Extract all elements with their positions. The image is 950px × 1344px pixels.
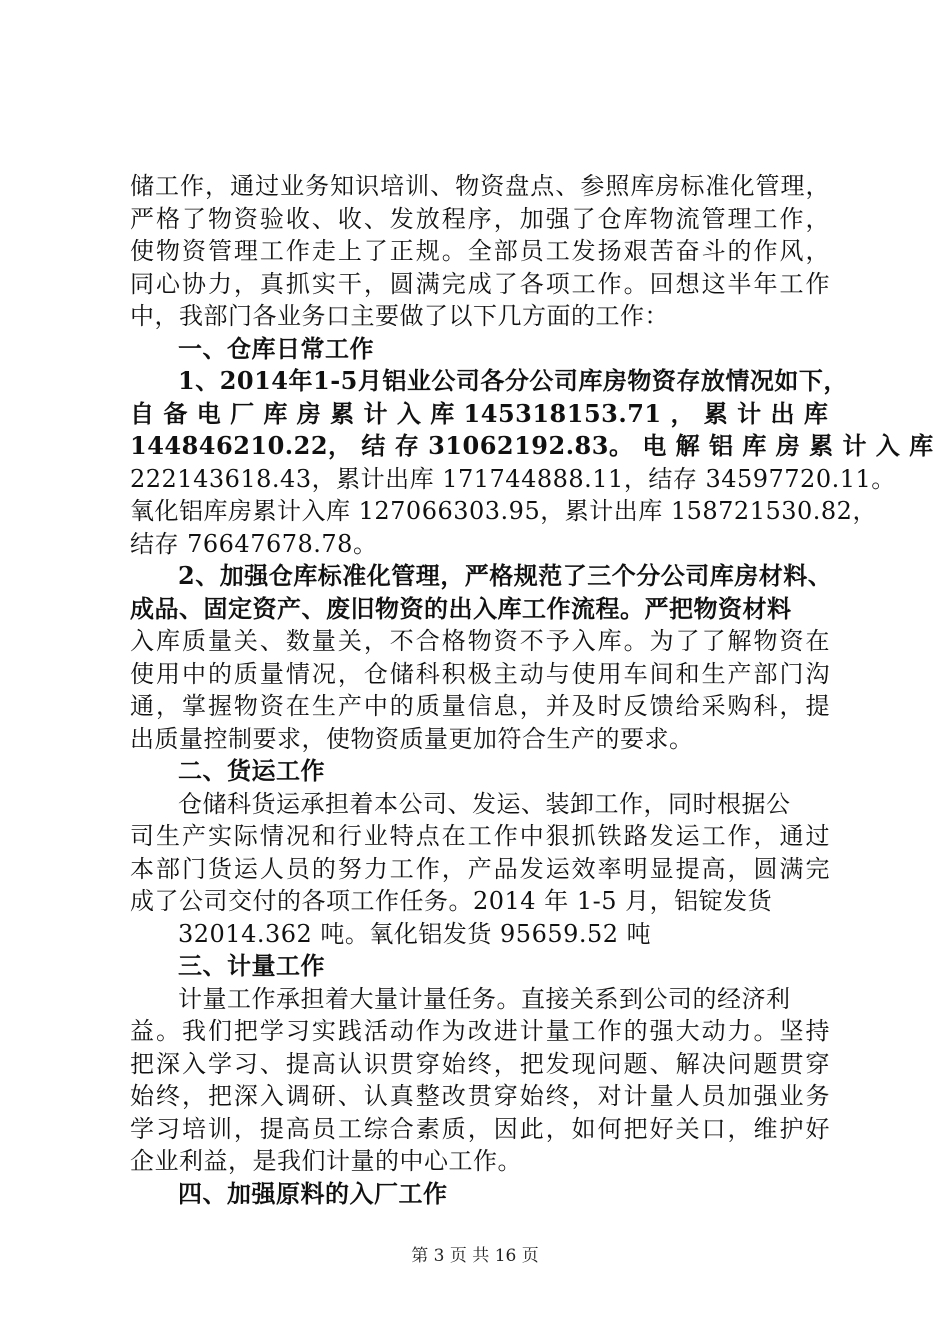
body-text-line: 通，掌握物资在生产中的质量信息，并及时反馈给采购科，提 — [130, 692, 830, 720]
body-text-line: 出质量控制要求，使物资质量更加符合生产的要求。 — [130, 724, 694, 753]
section-heading: 三、计量工作 — [178, 951, 325, 980]
section-heading: 一、仓库日常工作 — [178, 333, 374, 363]
body-text-line: 使用中的质量情况，仓储科积极主动与使用车间和生产部门沟 — [130, 659, 830, 688]
body-text-line: 司生产实际情况和行业特点在工作中狠抓铁路发运工作，通过 — [130, 822, 830, 850]
body-text-line: 本部门货运人员的努力工作，产品发运效率明显提高，圆满完 — [130, 854, 830, 883]
body-text-line: 144846210.22， 结 存 31062192.83。 电 解 铝 库 房 累 计 入 库 — [130, 431, 934, 460]
page-footer: 第 3 页 共 16 页 — [411, 1246, 539, 1266]
body-text-line: 中，我部门各业务口主要做了以下几方面的工作： — [130, 302, 669, 330]
body-text-line: 益。我们把学习实践活动作为改进计量工作的强大动力。坚持 — [130, 1017, 830, 1045]
body-text-line: 氧化铝库房累计入库 127066303.95，累计出库 158721530.82， — [130, 497, 877, 525]
body-text-line: 自 备 电 厂 库 房 累 计 入 库 145318153.71 ， 累 计 出 库 — [130, 398, 829, 428]
body-text-line: 企业利益，是我们计量的中心工作。 — [130, 1147, 522, 1175]
body-text-line: 1、2014年1-5月铝业公司各分公司库房物资存放情况如下， — [178, 366, 848, 395]
body-text-line: 仓储科货运承担着本公司、发运、装卸工作，同时根据公 — [178, 789, 791, 818]
body-text-line: 成品、固定资产、废旧物资的出入库工作流程。严把物资材料 — [130, 593, 792, 623]
body-text-line: 2、加强仓库标准化管理，严格规范了三个分公司库房材料、 — [178, 561, 833, 590]
body-text-line: 入库质量关、数量关，不合格物资不予入库。为了了解物资在 — [130, 627, 830, 655]
section-heading: 二、货运工作 — [178, 756, 325, 785]
body-text-line: 把深入学习、提高认识贯穿始终，把发现问题、解决问题贯穿 — [130, 1049, 830, 1078]
body-text-line: 222143618.43，累计出库 171744888.11，结存 34597720.11。 — [130, 464, 896, 493]
body-text-line: 同心协力，真抓实干，圆满完成了各项工作。回想这半年工作 — [130, 269, 830, 298]
document-body — [130, 170, 934, 1210]
body-text-line: 始终，把深入调研、认真整改贯穿始终，对计量人员加强业务 — [130, 1082, 830, 1110]
body-text-line: 使物资管理工作走上了正规。全部员工发扬艰苦奋斗的作风， — [130, 237, 830, 265]
body-text-line: 成了公司交付的各项工作任务。2014 年 1-5 月，铝锭发货 — [130, 887, 773, 915]
body-text-line: 储工作，通过业务知识培训、物资盘点、参照库房标准化管理， — [130, 172, 830, 200]
body-text-line: 结存 76647678.78。 — [130, 529, 378, 558]
body-text-line: 严格了物资验收、收、发放程序，加强了仓库物流管理工作， — [130, 204, 830, 233]
body-text-line: 32014.362 吨。氧化铝发货 95659.52 吨 — [178, 919, 652, 948]
section-heading: 四、加强原料的入厂工作 — [178, 1178, 448, 1208]
body-text-line: 计量工作承担着大量计量任务。直接关系到公司的经济利 — [178, 984, 791, 1013]
body-text-line: 学习培训，提高员工综合素质，因此，如何把好关口，维护好 — [130, 1114, 830, 1143]
